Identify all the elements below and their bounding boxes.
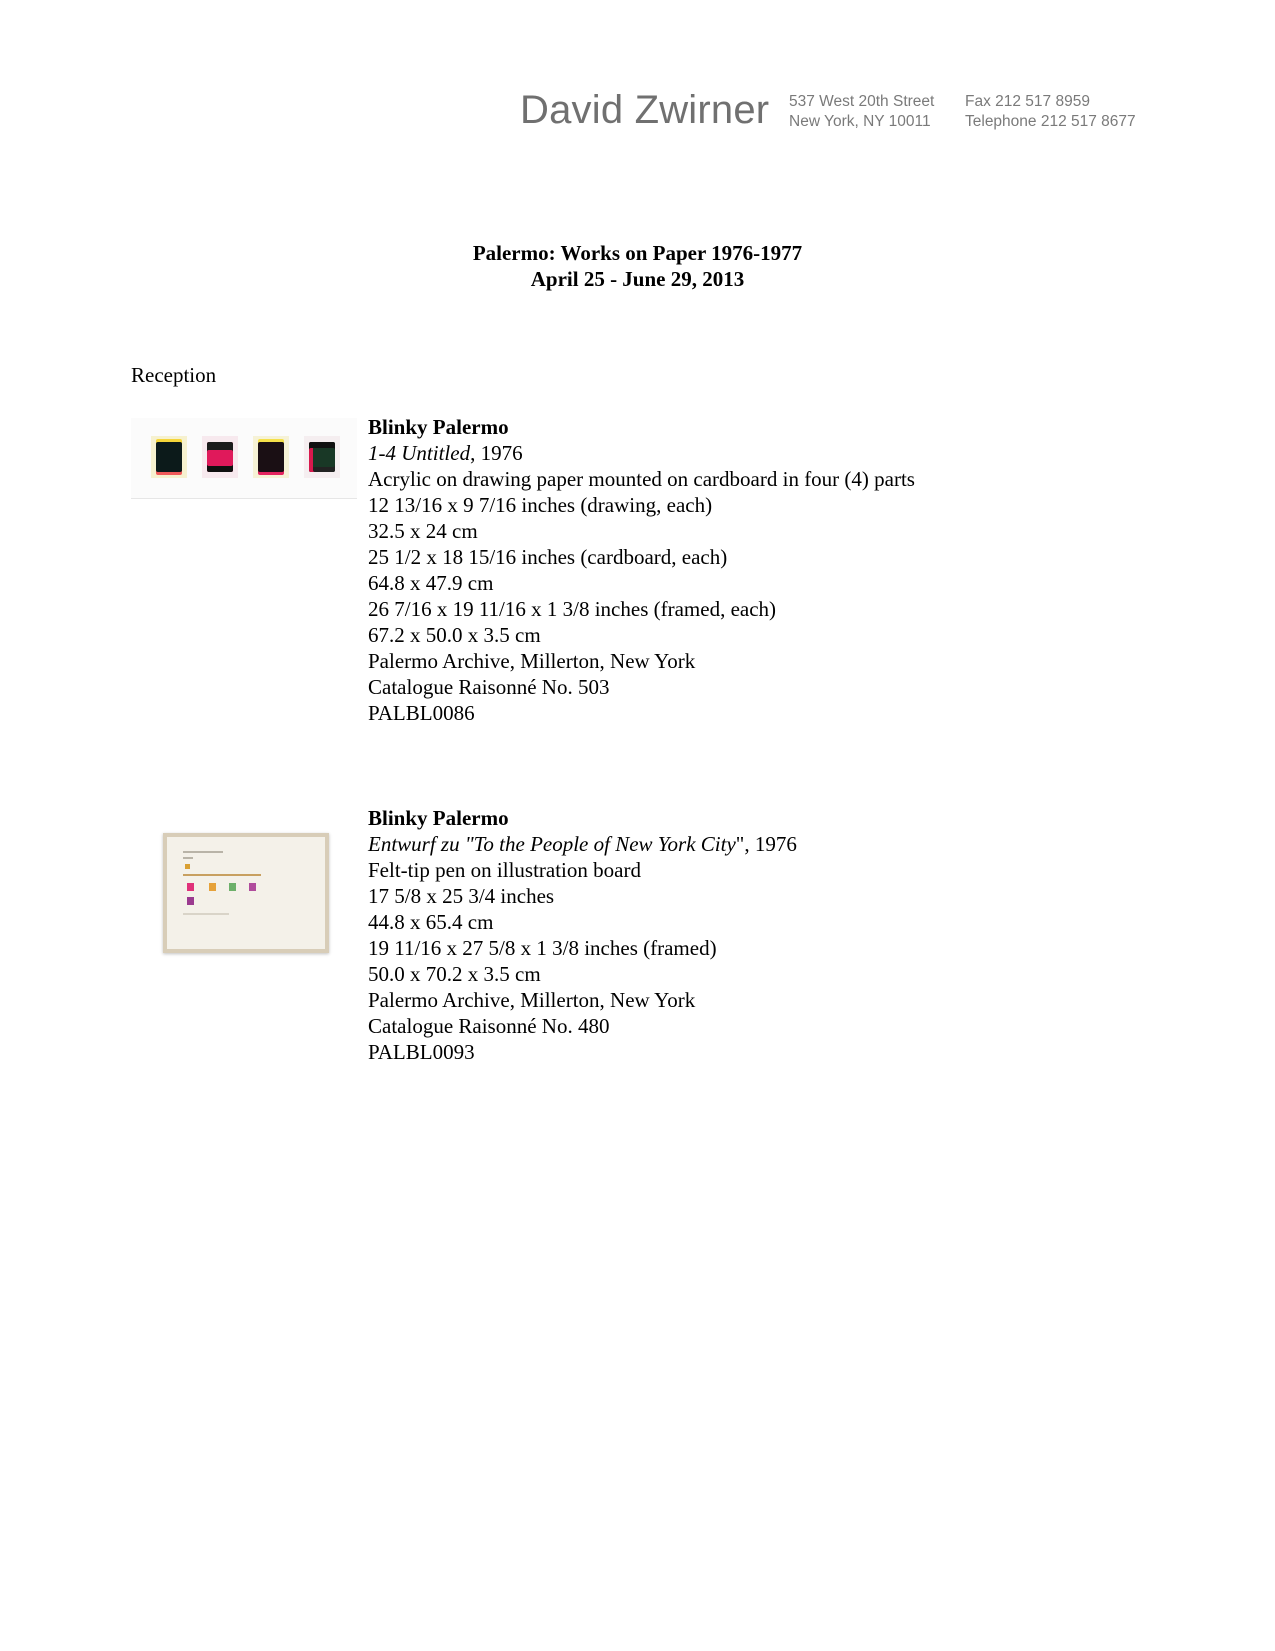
artwork-title-line [368,831,797,857]
color-mark [229,883,236,891]
panel-2-fill [207,442,233,472]
address-line-1: 537 West 20th Street [789,93,935,110]
artwork-details [368,414,915,726]
dimension-line: 67.2 x 50.0 x 3.5 cm [368,623,541,647]
artwork-title-line [368,440,915,466]
dimension-line: 50.0 x 70.2 x 3.5 cm [368,962,541,986]
artwork-details [368,805,797,1065]
panel-4-fill [309,442,335,472]
handwriting-mark [183,857,193,859]
dimension-line: 12 13/16 x 9 7/16 inches (drawing, each) [368,493,713,517]
dimension-line: 44.8 x 65.4 cm [368,910,494,934]
letterhead [520,90,1160,140]
artist-name: Blinky Palermo [368,806,509,830]
exhibition-header [0,240,1275,292]
panel-2 [202,436,238,478]
section-label: Reception [131,363,217,387]
catalogue-number: Catalogue Raisonné No. 503 [368,675,610,699]
medium: Acrylic on drawing paper mounted on cardboard in four (4) parts [368,467,915,491]
dimension-line: 19 11/16 x 27 5/8 x 1 3/8 inches (framed) [368,936,717,960]
artwork-year: ", 1976 [735,832,797,856]
artwork-thumbnail [163,833,329,953]
frame [163,833,329,953]
color-mark [185,864,190,869]
collection: Palermo Archive, Millerton, New York [368,649,696,673]
address-line-2: New York, NY 10011 [789,113,931,130]
gallery-address [789,92,934,132]
handwriting-mark [183,874,261,876]
dimension-line: 25 1/2 x 18 15/16 inches (cardboard, each) [368,545,728,569]
dimension-line: 64.8 x 47.9 cm [368,571,494,595]
panel-1 [151,436,187,478]
artist-name: Blinky Palermo [368,415,509,439]
fax-number: Fax 212 517 8959 [965,93,1090,110]
color-mark [187,897,194,905]
dimension-line: 26 7/16 x 19 11/16 x 1 3/8 inches (framed, each) [368,597,777,621]
color-mark [249,883,256,891]
dimension-line: 17 5/8 x 25 3/4 inches [368,884,555,908]
telephone-number: Telephone 212 517 8677 [965,113,1136,130]
gallery-contact [965,92,1136,132]
artwork-thumbnail [131,418,357,499]
color-mark [209,883,216,891]
handwriting-mark [183,851,223,853]
dimension-line: 32.5 x 24 cm [368,519,478,543]
inventory-code: PALBL0086 [368,701,475,725]
catalogue-number: Catalogue Raisonné No. 480 [368,1014,610,1038]
inventory-code: PALBL0093 [368,1040,475,1064]
panel-3-fill [258,442,284,472]
gallery-logo: David Zwirner [520,88,770,132]
exhibition-title: Palermo: Works on Paper 1976-1977 [472,241,803,265]
medium: Felt-tip pen on illustration board [368,858,641,882]
exhibition-dates: April 25 - June 29, 2013 [530,267,745,291]
artwork-year: , 1976 [470,441,523,465]
illustration-board [167,837,325,949]
panel-4 [304,436,340,478]
artwork-title: 1-4 Untitled [368,441,471,465]
panel-1-fill [156,442,182,472]
handwriting-mark [183,913,229,915]
collection: Palermo Archive, Millerton, New York [368,988,696,1012]
panel-3 [253,436,289,478]
artwork-title: Entwurf zu "To the People of New York City [368,832,736,856]
color-mark [187,883,194,891]
